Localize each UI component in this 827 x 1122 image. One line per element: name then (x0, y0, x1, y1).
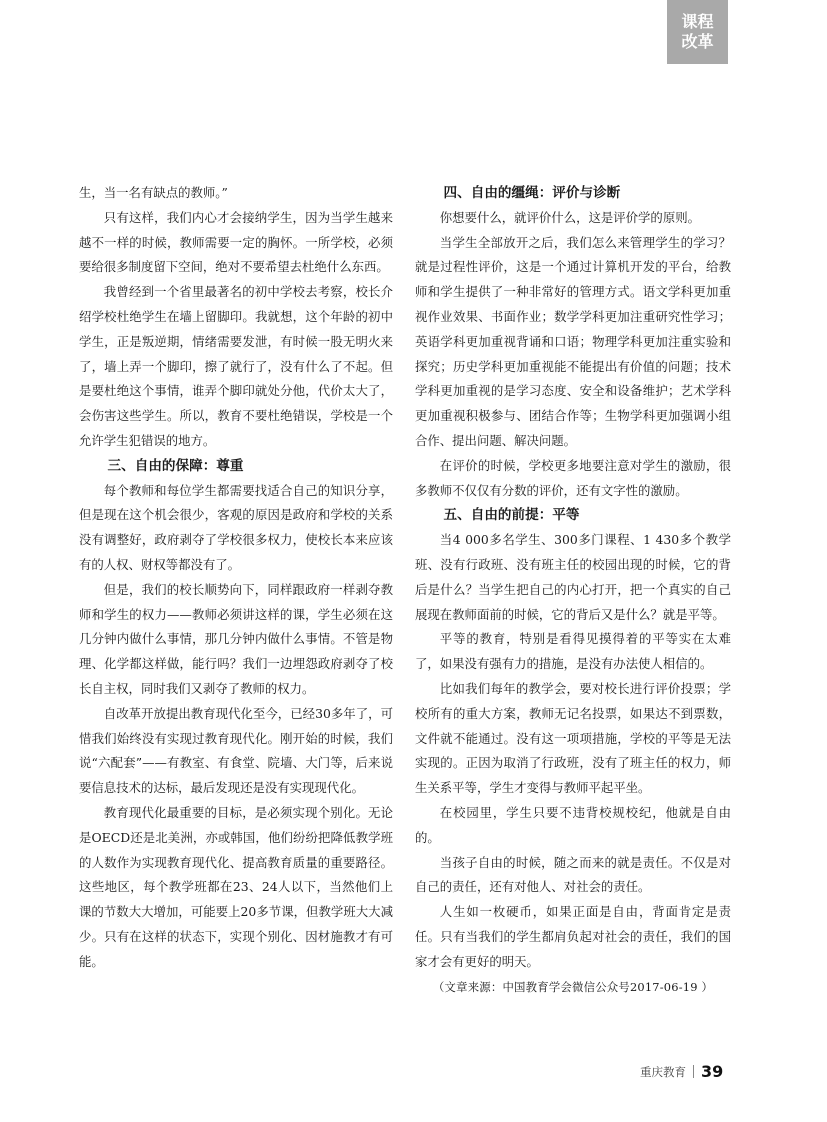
section-tab (667, 0, 728, 64)
paragraph: 生，当一名有缺点的教师。” (79, 185, 228, 200)
paragraph: 教育现代化最重要的目标，是必须实现个别化。无论是OECD还是北美洲，亦或韩国，他们纷纷把降低教学班的人数作为实现教育现代化、提高教育质量的重要路径。这些地区，每个教学班都在23、24人以下，当然他们上课的节数大大增加，可能要上20多节课，但教学班大大减少。只有在这样的状态下，实现个别化、因材施教才有可能。 (79, 804, 393, 969)
paragraph: 每个教师和每位学生都需要找适合自己的知识分享，但是现在这个机会很少，客观的原因是政府和学校的关系没有调整好，政府剥夺了学校很多权力，使校长本来应该有的人权、财权等都没有了。 (79, 482, 393, 572)
paragraph: 在评价的时候，学校更多地要注意对学生的激励，很多教师不仅仅有分数的评价，还有文字性的激励。 (415, 457, 731, 498)
paragraph: 当4 000多名学生、300多门课程、1 430多个教学班、没有行政班、没有班主任的校园出现的时候，它的背后是什么？当学生把自己的内心打开，把一个真实的自己展现在教师面前的时候，它的背后又是什么？就是平等。 (415, 532, 731, 622)
footer-divider (693, 1065, 694, 1078)
paragraph: 平等的教育，特别是看得见摸得着的平等实在太难了，如果没有强有力的措施，是没有办法使人相信的。 (415, 631, 731, 672)
paragraph: 只有这样，我们内心才会接纳学生，因为当学生越来越不一样的时候，教师需要一定的胸怀。一所学校，必须要给很多制度留下空间，绝对不要希望去杜绝什么东西。 (79, 209, 393, 275)
page-number: 39 (701, 1062, 724, 1081)
paragraph: 在校园里，学生只要不违背校规校纪，他就是自由的。 (415, 804, 731, 845)
paragraph: 人生如一枚硬币，如果正面是自由，背面肯定是责任。只有当我们的学生都肩负起对社会的责任，我们的国家才会有更好的明天。 (415, 904, 731, 969)
left-column (79, 181, 393, 975)
article-source: （文章来源：中国教育学会微信公众号2017-06-19 ） (432, 979, 714, 994)
section-tab-line1: 课程 (681, 12, 714, 31)
section-heading-5: 五、自由的前提：平等 (443, 507, 580, 524)
section-heading-3: 三、自由的保障：尊重 (107, 457, 244, 474)
journal-name: 重庆教育 (640, 1064, 686, 1079)
right-column (415, 181, 731, 999)
paragraph: 你想要什么，就评价什么，这是评价学的原则。 (439, 209, 700, 225)
page-footer (640, 1062, 723, 1081)
paragraph: 我曾经到一个省里最著名的初中学校去考察，校长介绍学校杜绝学生在墙上留脚印。我就想，这个年龄的初中学生，正是叛逆期，情绪需要发泄，有时候一股无明火来了，墙上弄一个脚印，擦了就行了，没有什么了不起。但是要杜绝这个事情，谁弄个脚印就处分他，代价太大了，会伤害这些学生。所以，教育不要杜绝错误，学校是一个允许学生犯错误的地方。 (79, 284, 393, 448)
section-heading-4: 四、自由的缰绳：评价与诊断 (443, 185, 621, 201)
paragraph: 但是，我们的校长顺势向下，同样跟政府一样剥夺教师和学生的权力——教师必须讲这样的课，学生必须在这几分钟内做什么事情，那几分钟内做什么事情。不管是物理、化学都这样做，能行吗？我们一边埋怨政府剥夺了校长自主权，同时我们又剥夺了教师的权力。 (79, 581, 393, 696)
paragraph: 自改革开放提出教育现代化至今，已经30多年了，可惜我们始终没有实现过教育现代化。刚开始的时候，我们说“六配套”——有教室、有食堂、院墙、大门等，后来说要信息技术的达标，最后发现还是没有实现现代化。 (79, 705, 393, 796)
paragraph: 当学生全部放开之后，我们怎么来管理学生的学习？就是过程性评价，这是一个通过计算机开发的平台，给教师和学生提供了一种非常好的管理方式。语文学科更加重视作业效果、书面作业；数学学科更加注重研究性学习；英语学科更加重视背诵和口语；物理学科更加注重实验和探究；历史学科更加重视能不能提出有价值的问题；技术学科更加重视的是学习态度、安全和设备维护；艺术学科更加重视积极参与、团结合作等；生物学科更加强调小组合作、提出问题、解决问题。 (415, 234, 731, 448)
paragraph: 当孩子自由的时候，随之而来的就是责任。不仅是对自己的责任，还有对他人、对社会的责任。 (415, 854, 731, 895)
section-tab-line2: 改革 (681, 32, 714, 51)
paragraph: 比如我们每年的教学会，要对校长进行评价投票；学校所有的重大方案，教师无记名投票，如果达不到票数，文件就不能通过。没有这一项项措施，学校的平等是无法实现的。正因为取消了行政班，没有了班主任的权力，师生关系平等，学生才变得与教师平起平坐。 (415, 680, 731, 796)
